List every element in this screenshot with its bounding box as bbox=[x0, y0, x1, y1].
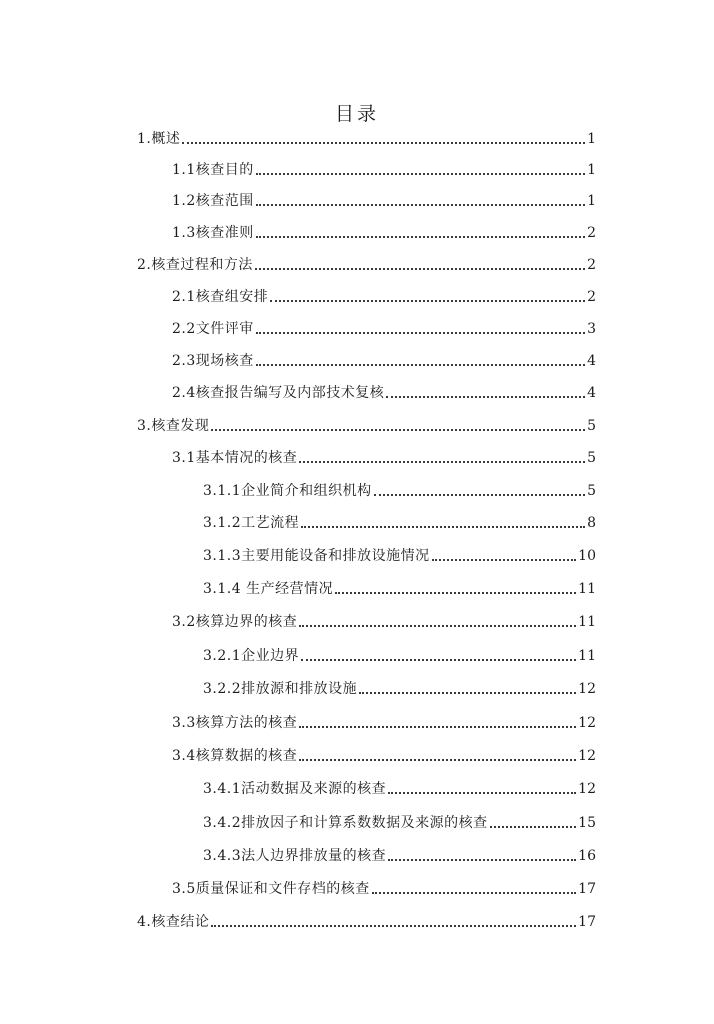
toc-entry-label: 3.1.3主要用能设备和排放设施情况 bbox=[203, 548, 430, 564]
toc-entry[interactable] bbox=[203, 643, 596, 665]
toc-leader-dots bbox=[299, 759, 576, 761]
toc-entry-label: 4.核查结论 bbox=[137, 914, 210, 930]
toc-leader-dots bbox=[256, 204, 585, 206]
toc-entry-page: 11 bbox=[578, 648, 596, 664]
toc-entry-page: 1 bbox=[587, 131, 596, 147]
toc-leader-dots bbox=[388, 792, 576, 794]
toc-leader-dots bbox=[256, 332, 585, 334]
toc-entry-page: 17 bbox=[578, 881, 596, 897]
toc-entry-label: 3.核查发现 bbox=[137, 418, 210, 434]
toc-entry-label: 3.5质量保证和文件存档的核查 bbox=[172, 881, 370, 897]
toc-entry[interactable] bbox=[172, 609, 596, 631]
toc-entry-page: 11 bbox=[578, 581, 596, 597]
toc-entry-page: 17 bbox=[578, 914, 596, 930]
toc-leader-dots bbox=[182, 142, 585, 144]
toc-entry-label: 2.1核查组安排 bbox=[172, 289, 269, 305]
toc-entry[interactable] bbox=[137, 909, 596, 931]
toc-entry-page: 1 bbox=[587, 193, 596, 209]
toc-entry-label: 3.1.2工艺流程 bbox=[203, 515, 300, 531]
toc-entry-page: 12 bbox=[578, 681, 596, 697]
toc-entry[interactable] bbox=[172, 445, 596, 467]
toc-entry-label: 3.4.1活动数据及来源的核查 bbox=[203, 781, 387, 797]
toc-entry[interactable] bbox=[172, 284, 596, 306]
toc-entry-page: 2 bbox=[587, 289, 596, 305]
toc-entry-page: 15 bbox=[578, 815, 596, 831]
toc-leader-dots bbox=[301, 526, 585, 528]
toc-leader-dots bbox=[432, 559, 577, 561]
toc-entry[interactable] bbox=[172, 348, 596, 370]
toc-entry-label: 3.1基本情况的核查 bbox=[172, 450, 298, 466]
toc-entry-page: 4 bbox=[587, 385, 596, 401]
toc-entry[interactable] bbox=[172, 710, 596, 732]
toc-entry-label: 3.2.1企业边界 bbox=[203, 648, 300, 664]
toc-entry-label: 3.2.2排放源和排放设施 bbox=[203, 681, 358, 697]
toc-entry-label: 2.核查过程和方法 bbox=[137, 257, 253, 273]
toc-entry[interactable] bbox=[203, 776, 596, 798]
toc-entry-page: 5 bbox=[587, 483, 596, 499]
toc-entry-page: 3 bbox=[587, 321, 596, 337]
toc-entry-label: 3.1.4 生产经营情况 bbox=[203, 581, 334, 597]
toc-entry-page: 10 bbox=[578, 548, 596, 564]
toc-entry[interactable] bbox=[172, 876, 596, 898]
toc-entry[interactable] bbox=[203, 576, 596, 598]
toc-entry[interactable] bbox=[203, 478, 596, 500]
toc-leader-dots bbox=[301, 659, 576, 661]
toc-leader-dots bbox=[255, 268, 585, 270]
toc-title: 目录 bbox=[334, 103, 379, 125]
toc-entry[interactable] bbox=[203, 543, 596, 565]
toc-entry-label: 1.2核查范围 bbox=[172, 193, 254, 209]
toc-entry[interactable] bbox=[172, 743, 596, 765]
toc-entry-label: 2.3现场核查 bbox=[172, 353, 254, 369]
toc-entry[interactable] bbox=[203, 510, 596, 532]
toc-entry-label: 2.2文件评审 bbox=[172, 321, 254, 337]
toc-entry-label: 2.4核查报告编写及内部技术复核 bbox=[172, 385, 385, 401]
toc-entry[interactable] bbox=[137, 252, 596, 274]
toc-entry[interactable] bbox=[203, 843, 596, 865]
toc-entry-page: 5 bbox=[587, 418, 596, 434]
toc-leader-dots bbox=[335, 592, 576, 594]
toc-leader-dots bbox=[299, 726, 576, 728]
toc-entry[interactable] bbox=[203, 810, 596, 832]
toc-entry-page: 12 bbox=[578, 781, 596, 797]
toc-entry-page: 1 bbox=[587, 162, 596, 178]
toc-leader-dots bbox=[256, 173, 585, 175]
toc-entry-label: 3.1.1企业简介和组织机构 bbox=[203, 483, 372, 499]
toc-leader-dots bbox=[299, 461, 585, 463]
toc-entry[interactable] bbox=[172, 380, 596, 402]
toc-entry[interactable] bbox=[172, 157, 596, 179]
toc-entry-page: 12 bbox=[578, 748, 596, 764]
toc-leader-dots bbox=[490, 826, 577, 828]
toc-entry-page: 4 bbox=[587, 353, 596, 369]
toc-entry-label: 3.3核算方法的核查 bbox=[172, 715, 298, 731]
toc-entry-page: 8 bbox=[587, 515, 596, 531]
toc-entry[interactable] bbox=[172, 316, 596, 338]
toc-entry[interactable] bbox=[172, 188, 596, 210]
toc-leader-dots bbox=[386, 396, 585, 398]
toc-entry-page: 11 bbox=[578, 614, 596, 630]
toc-leader-dots bbox=[299, 625, 576, 627]
toc-leader-dots bbox=[256, 236, 585, 238]
toc-leader-dots bbox=[256, 364, 585, 366]
toc-entry[interactable] bbox=[203, 676, 596, 698]
toc-entry-label: 1.概述 bbox=[137, 131, 181, 147]
toc-entry-label: 3.4核算数据的核查 bbox=[172, 748, 298, 764]
toc-leader-dots bbox=[359, 692, 576, 694]
toc-entry-page: 2 bbox=[587, 225, 596, 241]
toc-entry-label: 1.3核查准则 bbox=[172, 225, 254, 241]
toc-entry-page: 2 bbox=[587, 257, 596, 273]
toc-leader-dots bbox=[211, 925, 576, 927]
toc-entry-page: 5 bbox=[587, 450, 596, 466]
toc-leader-dots bbox=[388, 859, 576, 861]
toc-entry-label: 3.2核算边界的核查 bbox=[172, 614, 298, 630]
toc-entry-label: 1.1核查目的 bbox=[172, 162, 254, 178]
toc-entry-label: 3.4.2排放因子和计算系数数据及来源的核查 bbox=[203, 815, 488, 831]
toc-leader-dots bbox=[211, 429, 585, 431]
toc-entry[interactable] bbox=[137, 126, 596, 148]
toc-leader-dots bbox=[374, 494, 585, 496]
toc-entry[interactable] bbox=[137, 413, 596, 435]
toc-entry-page: 12 bbox=[578, 715, 596, 731]
toc-entry-page: 16 bbox=[578, 848, 596, 864]
toc-leader-dots bbox=[372, 892, 576, 894]
toc-leader-dots bbox=[270, 300, 585, 302]
toc-entry[interactable] bbox=[172, 220, 596, 242]
toc-entry-label: 3.4.3法人边界排放量的核查 bbox=[203, 848, 387, 864]
